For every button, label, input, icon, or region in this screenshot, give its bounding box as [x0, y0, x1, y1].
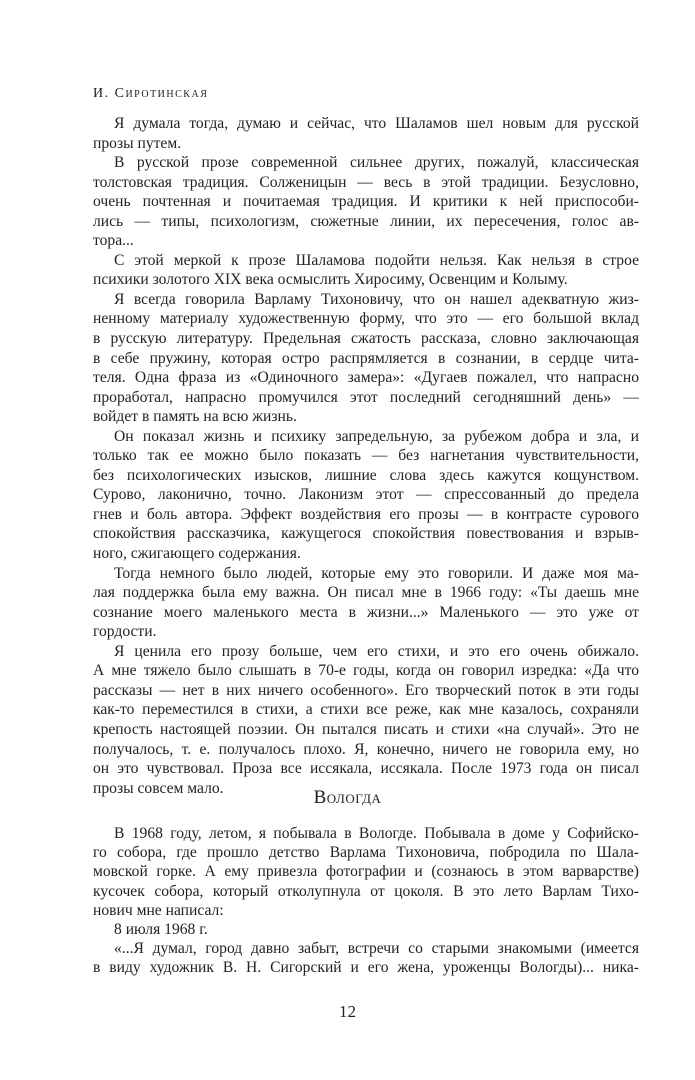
paragraph-line: го собора, где прошло детство Варлама Тихоновича, побродила по Шала-	[93, 844, 639, 862]
page-number: 12	[339, 1002, 356, 1021]
paragraph-line: Сурово, лаконично, точно. Лаконизм этот — спрессованный до предела	[93, 486, 639, 504]
paragraph-line: гордости.	[93, 623, 157, 641]
paragraph-line: в виду художник В. Н. Сигорский и его жена, уроженцы Вологды)... ника-	[93, 959, 639, 977]
paragraph-line: ненному материалу художественную форму, что это — его большой вклад	[93, 310, 639, 328]
paragraph-line: мовской горке. А ему привезла фотографии и (сознаюсь в этом варварстве)	[93, 863, 639, 881]
paragraph-line: получалось, т. е. получалось плохо. Я, конечно, ничего не говорила ему, но	[93, 740, 639, 758]
paragraph-line: Он показал жизнь и психику запредельную, за рубежом добра и зла, и	[114, 427, 639, 445]
paragraph-line: без психологических изысков, лишние слова здесь кажутся кощунством.	[93, 466, 639, 484]
paragraph-line: рассказы — нет в них ничего особенного». Его творческий поток в эти годы	[93, 681, 639, 699]
paragraph-line: Я всегда говорила Варламу Тихоновичу, что он нашел адекватную жиз-	[114, 290, 639, 308]
paragraph-line: очень почтенная и почитаемая традиция. И критики к ней приспособи-	[93, 193, 639, 211]
paragraph-line: В русской прозе современной сильнее других, пожалуй, классическая	[114, 154, 639, 172]
paragraph-line: ного, сжигающего содержания.	[93, 545, 301, 563]
paragraph-line: спокойствия рассказчика, кажущегося спокойствия повествования и взрыв-	[93, 525, 639, 543]
paragraph-line: лись — типы, психологизм, сюжетные линии, их пересечения, голос ав-	[93, 212, 639, 230]
paragraph-line: Тогда немного было людей, которые ему это говорили. И даже моя ма-	[114, 564, 639, 582]
paragraph-line: Я ценила его прозу больше, чем его стихи, и это его очень обижало.	[114, 642, 639, 660]
paragraph-line: толстовская традиция. Солженицын — весь в этой традиции. Безусловно,	[93, 173, 639, 191]
body-text-section-1	[93, 114, 639, 798]
paragraph-line: только так ее можно было показать — без нагнетания чувствительности,	[93, 447, 639, 465]
paragraph-line: в русскую литературу. Предельная сжатость рассказа, словно заключающая	[93, 330, 639, 348]
paragraph-line: он это чувствовал. Проза все иссякала, иссякала. После 1973 года он писал	[93, 760, 639, 778]
paragraph-line: прозы совсем мало.	[93, 779, 224, 797]
paragraph-line: как-то переместился в стихи, а стихи все реже, как мне казалось, сохраняли	[93, 701, 639, 719]
paragraph-line: лая поддержка была ему важна. Он писал мне в 1966 году: «Ты даешь мне	[93, 584, 639, 602]
paragraph-line: психики золотого XIX века осмыслить Хиросиму, Освенцим и Колыму.	[93, 271, 568, 289]
paragraph-line: С этой меркой к прозе Шаламова подойти нельзя. Как нельзя в строе	[114, 251, 639, 269]
paragraph-line: 8 июля 1968 г.	[114, 920, 208, 938]
paragraph-line: войдет в память на всю жизнь.	[93, 408, 297, 426]
paragraph-line: прозы путем.	[93, 134, 182, 152]
running-head-author: И. Сиротинская	[93, 86, 209, 101]
section-heading: Вологда	[313, 787, 382, 808]
paragraph-line: нович мне написал:	[93, 901, 224, 919]
paragraph-line: Я думала тогда, думаю и сейчас, что Шаламов шел новым для русской	[114, 115, 639, 132]
paragraph-line: В 1968 году, летом, я побывала в Вологде. Побывала в доме у Софийско-	[114, 825, 639, 842]
paragraph-line: А мне тяжело было слышать в 70-е годы, когда он говорил изредка: «Да что	[93, 662, 639, 680]
body-text-section-2	[93, 824, 639, 978]
paragraph-line: проработал, напрасно промучился этот последний сегодняшний день» —	[93, 388, 639, 406]
paragraph-line: «...Я думал, город давно забыт, встречи со старыми знакомыми (имеется	[114, 940, 639, 958]
paragraph-line: в себе пружину, которая остро распрямляется в сознании, в сердце чита-	[93, 349, 639, 367]
paragraph-line: крепость настоящей поэзии. Он пытался писать и стихи «на случай». Это не	[93, 720, 639, 738]
paragraph-line: сознание моего маленького места в жизни...» Маленького — это уже от	[93, 603, 639, 621]
paragraph-line: гнев и боль автора. Эффект воздействия его прозы — в контрасте сурового	[93, 505, 639, 523]
paragraph-line: тора...	[93, 232, 134, 250]
paragraph-line: кусочек собора, который отколупнула от цоколя. В это лето Варлам Тихо-	[93, 882, 639, 900]
paragraph-line: теля. Одна фраза из «Одиночного замера»: «Дугаев пожалел, что напрасно	[93, 369, 639, 387]
